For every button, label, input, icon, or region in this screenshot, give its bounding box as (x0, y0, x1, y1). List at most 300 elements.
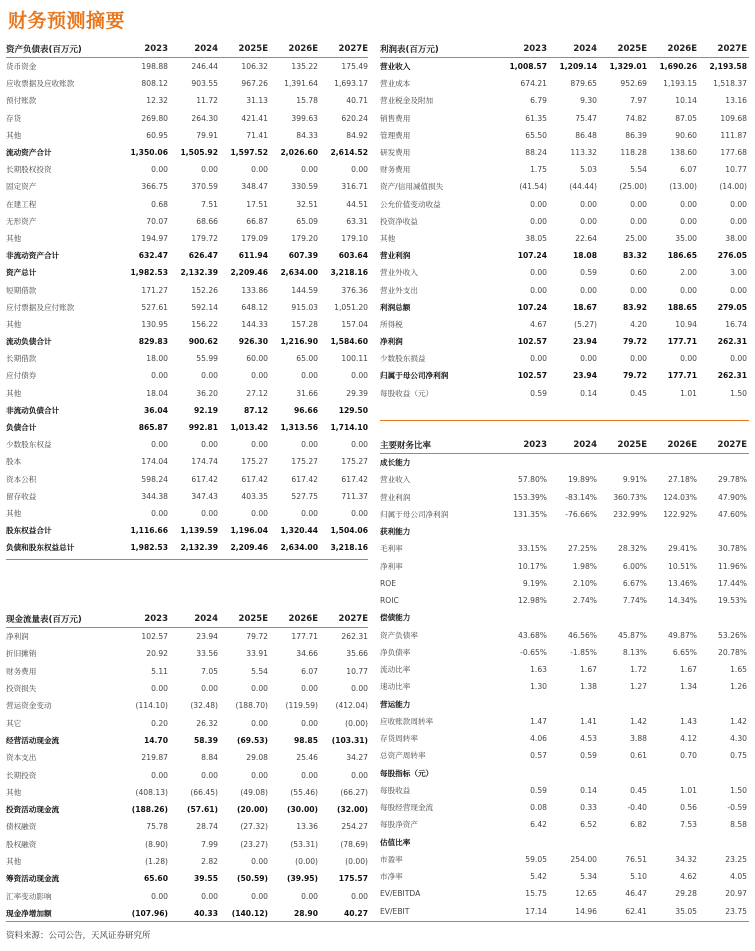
row-label: 偿债能力 (380, 613, 411, 623)
row-value: 1.34 (680, 682, 697, 692)
row-value: 5.54 (630, 165, 647, 175)
row-label: 营业利润 (380, 492, 411, 502)
row-value: 40.33 (193, 908, 218, 918)
header-year: 2024 (194, 614, 218, 624)
row-value: 156.22 (191, 319, 218, 329)
row-value: 0.00 (151, 508, 168, 518)
row-value: 967.26 (241, 79, 268, 89)
row-value: 620.24 (341, 113, 368, 123)
row-value: 347.43 (191, 491, 218, 501)
row-value: 4.53 (580, 734, 597, 744)
row-label: 营业外收入 (380, 268, 418, 278)
row-label: 营业收入 (380, 62, 411, 72)
row-value: 153.39% (513, 492, 547, 502)
row-label: EV/EBIT (380, 906, 410, 916)
row-value: 903.55 (191, 79, 218, 89)
row-value: 12.98% (518, 596, 547, 606)
row-value: 0.00 (530, 199, 547, 209)
row-label: 负债和股东权益总计 (6, 543, 75, 553)
row-value: 0.00 (201, 770, 218, 780)
row-value: 0.00 (530, 216, 547, 226)
row-value: 0.00 (680, 216, 697, 226)
row-label: 资本公积 (6, 474, 37, 484)
row-value: 0.00 (301, 440, 318, 450)
row-value: 0.00 (730, 199, 747, 209)
row-value: 1.30 (530, 682, 547, 692)
row-value: 1,391.64 (284, 79, 318, 89)
row-value: 29.41% (668, 544, 697, 554)
row-value: 23.94 (196, 632, 218, 642)
row-value: 8.58 (730, 820, 747, 830)
row-value: 0.00 (580, 199, 597, 209)
row-value: 86.39 (625, 130, 647, 140)
row-value: (39.95) (287, 874, 318, 884)
row-value: 4.20 (630, 319, 647, 329)
table-row (6, 58, 368, 75)
row-value: 31.66 (296, 388, 318, 398)
row-value: 0.00 (251, 165, 268, 175)
row-value: 118.28 (620, 148, 647, 158)
table-row (6, 333, 368, 350)
row-value: 360.73% (613, 492, 647, 502)
row-value: -76.66% (565, 509, 597, 519)
row-value: 10.14 (675, 96, 697, 106)
row-value: 0.00 (251, 440, 268, 450)
row-value: 18.08 (572, 251, 597, 261)
row-value: 46.47 (625, 889, 647, 899)
income-statement-table (380, 41, 749, 402)
row-value: 40.27 (343, 908, 368, 918)
row-label: 所得税 (380, 319, 403, 329)
row-label: 经营活动现金流 (6, 735, 60, 745)
row-value: 55.99 (196, 354, 218, 364)
row-label: 债权融资 (6, 822, 37, 832)
row-label: 其他 (6, 130, 22, 140)
row-value: 6.79 (530, 96, 547, 106)
financial-ratios-table (380, 437, 749, 920)
row-value: 84.92 (346, 130, 368, 140)
row-value: 102.57 (517, 371, 547, 381)
row-label: ROE (380, 578, 397, 588)
row-value: 900.62 (188, 337, 218, 347)
row-value: 1.50 (730, 785, 747, 795)
row-value: 45.87% (618, 630, 647, 640)
table-row (380, 558, 749, 575)
row-value: 2,614.52 (330, 148, 368, 158)
row-value: 133.86 (241, 285, 268, 295)
row-label: 少数股东损益 (380, 354, 426, 364)
row-value: (25.00) (619, 182, 647, 192)
row-value: 0.14 (580, 388, 597, 398)
row-label: 少数股东权益 (6, 440, 52, 450)
row-label: 应付债券 (6, 371, 37, 381)
row-value: 1.26 (730, 682, 747, 692)
row-value: 1,693.17 (334, 79, 368, 89)
cashflow-header (6, 611, 368, 628)
row-value: 344.38 (141, 491, 168, 501)
table-row (380, 506, 749, 523)
row-value: (14.00) (719, 182, 747, 192)
row-value: 0.33 (580, 803, 597, 813)
row-value: 0.00 (301, 371, 318, 381)
row-value: 1,320.44 (280, 526, 318, 536)
row-value: (119.59) (285, 701, 318, 711)
row-label: 速动比率 (380, 682, 411, 692)
row-value: 3.88 (630, 734, 647, 744)
row-value: 0.57 (530, 751, 547, 761)
row-label: 固定资产 (6, 182, 37, 192)
row-value: 264.30 (191, 113, 218, 123)
row-value: 20.92 (146, 649, 168, 659)
row-value: 279.05 (717, 302, 747, 312)
row-value: 60.00 (246, 354, 268, 364)
row-value: 1.27 (630, 682, 647, 692)
row-value: 2.10% (572, 578, 597, 588)
row-value: 144.33 (241, 319, 268, 329)
row-value: 1,209.14 (559, 62, 597, 72)
row-value: 3,218.16 (330, 268, 368, 278)
row-value: (412.04) (335, 701, 368, 711)
divider-left-bottom (6, 559, 368, 560)
row-value: 0.00 (351, 165, 368, 175)
row-value: (57.61) (187, 805, 218, 815)
row-label: 每股收益 (380, 785, 411, 795)
row-value: (49.08) (240, 787, 268, 797)
page-title: 财务预测摘要 (8, 10, 126, 32)
row-label: 研发费用 (380, 148, 411, 158)
table-row (380, 678, 749, 695)
row-value: 70.07 (146, 216, 168, 226)
table-row (6, 870, 368, 887)
row-label: 流动比率 (380, 665, 411, 675)
row-value: 1.42 (730, 716, 747, 726)
row-value: 25.46 (296, 753, 318, 763)
table-row (6, 230, 368, 247)
table-row (6, 697, 368, 714)
row-value: 5.03 (580, 165, 597, 175)
row-value: 0.00 (630, 285, 647, 295)
row-value: 3,218.16 (330, 543, 368, 553)
table-row (6, 75, 368, 92)
row-value: 1.67 (580, 665, 597, 675)
row-value: 4.05 (730, 872, 747, 882)
row-label: 长期借款 (6, 354, 37, 364)
row-value: 7.99 (201, 839, 218, 849)
row-value: 175.27 (241, 457, 268, 467)
cash-flow-table (6, 611, 368, 922)
row-value: 28.74 (196, 822, 218, 832)
header-year: 2027E (717, 440, 747, 450)
row-value: 262.31 (341, 632, 368, 642)
row-value: 1,313.56 (280, 423, 318, 433)
row-value: 29.08 (246, 753, 268, 763)
row-value: 84.33 (296, 130, 318, 140)
row-value: (32.00) (337, 805, 368, 815)
row-label: 非流动负债合计 (6, 405, 60, 415)
row-value: 632.47 (138, 251, 168, 261)
row-value: 135.22 (291, 62, 318, 72)
row-value: 4.12 (680, 734, 697, 744)
divider-page-bottom (6, 921, 749, 922)
table-row (6, 749, 368, 766)
row-value: 6.07 (680, 165, 697, 175)
row-value: 1.01 (680, 388, 697, 398)
row-value: 0.00 (580, 354, 597, 364)
row-value: 2,193.58 (709, 62, 747, 72)
header-year: 2023 (144, 44, 168, 54)
table-row (380, 903, 749, 920)
row-value: 1.63 (530, 665, 547, 675)
row-label: 营业税金及附加 (380, 96, 434, 106)
row-value: 1.38 (580, 682, 597, 692)
row-value: 0.70 (680, 751, 697, 761)
table-row (6, 628, 368, 645)
source-note: 资料来源：公司公告，天风证券研究所 (6, 931, 151, 941)
row-value: 157.28 (291, 319, 318, 329)
row-value: 0.00 (251, 371, 268, 381)
row-value: 124.03% (663, 492, 697, 502)
row-value: 179.72 (191, 233, 218, 243)
row-label: 每股净资产 (380, 820, 418, 830)
table-row (380, 885, 749, 902)
row-value: 254.27 (341, 822, 368, 832)
row-value: 1,982.53 (130, 268, 168, 278)
row-value: 421.41 (241, 113, 268, 123)
row-value: 1,196.04 (230, 526, 268, 536)
row-value: 808.12 (141, 79, 168, 89)
row-value: 171.27 (141, 285, 168, 295)
row-label: 财务费用 (380, 165, 411, 175)
table-row (6, 645, 368, 662)
row-label: 净利润 (380, 337, 403, 347)
table-row (380, 58, 749, 75)
row-value: 0.60 (630, 268, 647, 278)
row-value: 0.75 (730, 751, 747, 761)
row-value: 14.96 (575, 906, 597, 916)
table-row (380, 540, 749, 557)
table-row (380, 213, 749, 230)
row-value: 79.91 (196, 130, 218, 140)
row-value: 177.71 (667, 337, 697, 347)
row-value: 648.12 (241, 302, 268, 312)
table-row (380, 523, 749, 540)
row-value: 177.71 (291, 632, 318, 642)
row-value: 9.91% (622, 475, 647, 485)
row-value: 0.00 (630, 354, 647, 364)
row-value: 0.00 (201, 165, 218, 175)
row-value: 0.00 (301, 165, 318, 175)
row-value: 98.85 (293, 735, 318, 745)
row-value: 0.00 (201, 440, 218, 450)
table-row (6, 316, 368, 333)
row-value: 102.57 (517, 337, 547, 347)
table-row (6, 488, 368, 505)
row-label: 其他 (6, 857, 22, 866)
table-row (380, 489, 749, 506)
table-row (6, 127, 368, 144)
row-label: 财务费用 (6, 666, 37, 676)
row-value: 175.57 (338, 874, 368, 884)
row-value: 0.00 (301, 891, 318, 901)
row-value: 65.50 (525, 130, 547, 140)
row-value: 10.17% (518, 561, 547, 571)
row-label: 总资产周转率 (380, 751, 426, 761)
row-value: 0.00 (580, 216, 597, 226)
table-row (380, 799, 749, 816)
row-label: 投资损失 (6, 684, 37, 694)
row-label: 其他 (6, 388, 22, 398)
header-year: 2023 (523, 440, 547, 450)
row-value: 6.07 (301, 666, 318, 676)
row-value: 0.00 (201, 684, 218, 694)
row-value: 0.00 (351, 371, 368, 381)
row-value: 179.09 (241, 233, 268, 243)
row-label: 折旧摊销 (6, 649, 37, 659)
row-value: 0.14 (580, 785, 597, 795)
row-value: 96.66 (293, 405, 318, 415)
row-label: 利润总额 (380, 302, 411, 312)
table-row (6, 110, 368, 127)
header-year: 2027E (338, 44, 368, 54)
row-value: 34.32 (675, 854, 697, 864)
row-value: 2,132.39 (180, 543, 218, 553)
row-value: 403.35 (241, 491, 268, 501)
row-value: 28.90 (293, 908, 318, 918)
row-label: 汇率变动影响 (6, 891, 52, 901)
row-value: 177.71 (667, 371, 697, 381)
row-value: 31.13 (246, 96, 268, 106)
row-value: 65.60 (143, 874, 168, 884)
row-value: 0.00 (351, 891, 368, 901)
row-value: 75.78 (146, 822, 168, 832)
table-row (6, 905, 368, 922)
table-row (6, 299, 368, 316)
row-value: 0.00 (201, 891, 218, 901)
table-row (6, 680, 368, 697)
row-value: 0.00 (251, 718, 268, 728)
row-label: EV/EBITDA (380, 889, 421, 899)
table-row (6, 92, 368, 109)
row-value: 33.56 (196, 649, 218, 659)
row-value: 0.45 (630, 388, 647, 398)
row-value: 6.42 (530, 820, 547, 830)
row-value: 1,116.66 (130, 526, 168, 536)
row-value: 0.68 (151, 199, 168, 209)
row-value: 7.51 (201, 199, 218, 209)
table-row (380, 299, 749, 316)
table-row (380, 747, 749, 764)
row-value: 617.42 (291, 474, 318, 484)
row-value: 71.41 (246, 130, 268, 140)
row-value: 174.74 (191, 457, 218, 467)
row-value: 6.67% (622, 578, 647, 588)
row-value: 7.53 (680, 820, 697, 830)
table-row (6, 367, 368, 384)
row-label: 获利能力 (380, 527, 411, 537)
row-value: 0.61 (630, 751, 647, 761)
row-value: (55.46) (290, 787, 318, 797)
table-row (6, 818, 368, 835)
row-value: 1,982.53 (130, 543, 168, 553)
row-value: 23.25 (725, 854, 747, 864)
row-value: 92.19 (193, 405, 218, 415)
row-value: 34.27 (346, 753, 368, 763)
row-value: 11.72 (196, 96, 218, 106)
table-row (6, 385, 368, 402)
row-value: 276.05 (717, 251, 747, 261)
row-label: 投资净收益 (380, 216, 418, 226)
row-value: 7.74% (622, 596, 647, 606)
row-value: 10.77 (346, 666, 368, 676)
table-row (6, 784, 368, 801)
row-label: 存货周转率 (380, 734, 418, 744)
table-row (380, 713, 749, 730)
row-value: 17.51 (246, 199, 268, 209)
table-row (6, 402, 368, 419)
row-value: 10.94 (675, 319, 697, 329)
row-value: 2,209.46 (230, 543, 268, 553)
row-value: 1,051.20 (334, 302, 368, 312)
table-row (6, 714, 368, 731)
table-row (380, 644, 749, 661)
row-value: -1.85% (570, 647, 597, 657)
row-value: 598.24 (141, 474, 168, 484)
table-row (380, 454, 749, 471)
row-value: 0.00 (630, 199, 647, 209)
row-value: 175.27 (341, 457, 368, 467)
row-label: 流动资产合计 (6, 148, 52, 158)
header-year: 2025E (238, 44, 268, 54)
row-value: 952.69 (620, 79, 647, 89)
row-value: 0.00 (151, 165, 168, 175)
row-label: 净利率 (380, 561, 403, 571)
row-label: 短期借款 (6, 285, 37, 295)
row-value: 1.47 (530, 716, 547, 726)
row-value: 0.00 (580, 285, 597, 295)
row-value: 711.37 (341, 491, 368, 501)
row-value: 18.04 (146, 388, 168, 398)
row-value: 11.96% (718, 561, 747, 571)
row-value: 0.00 (151, 684, 168, 694)
table-row (380, 127, 749, 144)
row-value: 0.00 (251, 770, 268, 780)
row-value: 33.91 (246, 649, 268, 659)
table-row (380, 230, 749, 247)
row-value: 674.21 (520, 79, 547, 89)
row-value: 0.00 (251, 891, 268, 901)
row-value: 0.00 (630, 216, 647, 226)
row-value: 246.44 (191, 62, 218, 72)
row-value: 18.67 (572, 302, 597, 312)
table-row (380, 782, 749, 799)
row-value: 35.00 (675, 233, 697, 243)
row-value: 38.00 (725, 233, 747, 243)
row-label: 筹资活动现金流 (6, 874, 60, 884)
row-label: 营业利润 (380, 251, 411, 261)
row-value: 1,139.59 (180, 526, 218, 536)
row-value: (188.70) (235, 701, 268, 711)
header-year: 2026E (288, 614, 318, 624)
header-year: 2026E (667, 440, 697, 450)
row-value: 29.78% (718, 475, 747, 485)
row-label: 其他 (6, 319, 22, 329)
row-value: 35.05 (675, 906, 697, 916)
row-value: 0.00 (680, 354, 697, 364)
row-value: 2,026.60 (280, 148, 318, 158)
row-value: 0.00 (201, 371, 218, 381)
row-value: 15.75 (525, 889, 547, 899)
header-year: 2025E (617, 440, 647, 450)
